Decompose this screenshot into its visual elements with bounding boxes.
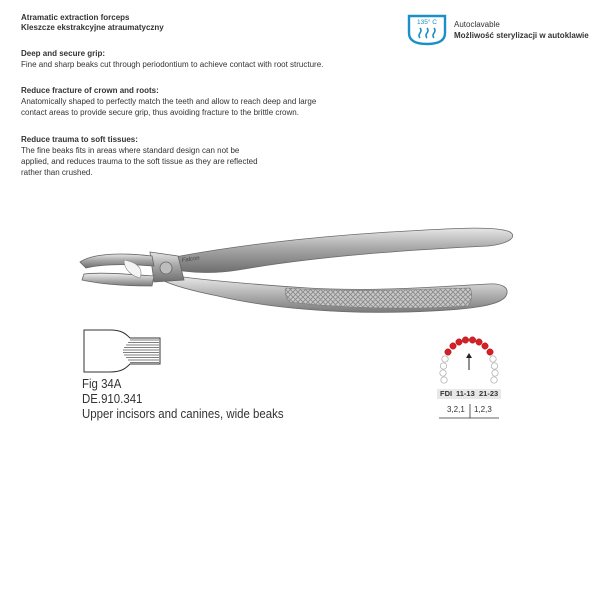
fdi-teeth-numbers	[437, 402, 501, 418]
product-description: Upper incisors and canines, wide beaks	[82, 406, 284, 421]
section-reduce-trauma	[21, 134, 261, 178]
product-title: Atramatic extraction forceps	[21, 13, 130, 22]
fdi-teeth-right: 1,2,3	[474, 405, 492, 414]
fdi-range-bar	[437, 389, 501, 399]
forceps-image	[78, 222, 538, 332]
section-heading: Reduce fracture of crown and roots:	[21, 86, 159, 95]
fdi-range-left: 11-13	[456, 389, 475, 398]
fdi-teeth-left: 3,2,1	[447, 405, 465, 414]
product-subtitle: Kleszcze ekstrakcyjne atraumatyczny	[21, 23, 164, 32]
beak-profile-image	[82, 328, 162, 374]
section-heading: Deep and secure grip:	[21, 49, 106, 58]
product-code: DE.910.341	[82, 391, 143, 406]
section-text: Anatomically shaped to perfectly match the teeth and allow to reach deep and large contact areas to provide secure grip, thus avoiding fracture to the brittle crown.	[21, 97, 317, 117]
autoclavable-label-pl: Możliwość sterylizacji w autoklawie	[454, 31, 589, 40]
autoclavable-label: Autoclavable	[454, 20, 500, 29]
autoclave-icon	[406, 13, 448, 47]
section-text: The fine beaks fits in areas where standard design can not be applied, and reduces trauma to the soft tissue as they are reflected rather than crushed.	[21, 146, 258, 177]
autoclave-temperature: 135° C	[417, 19, 437, 26]
figure-number: Fig 34A	[82, 376, 122, 391]
section-text: Fine and sharp beaks cut through periodontium to achieve contact with root structure.	[21, 60, 324, 69]
brand-logo: Falcon	[181, 255, 201, 264]
fdi-range-right: 21-23	[479, 389, 499, 398]
section-heading: Reduce trauma to soft tissues:	[21, 135, 138, 144]
section-deep-grip	[21, 48, 351, 70]
dental-arch-diagram	[436, 330, 502, 386]
section-reduce-fracture	[21, 85, 321, 118]
figure-info	[82, 376, 284, 421]
fdi-label: FDI	[440, 389, 453, 398]
